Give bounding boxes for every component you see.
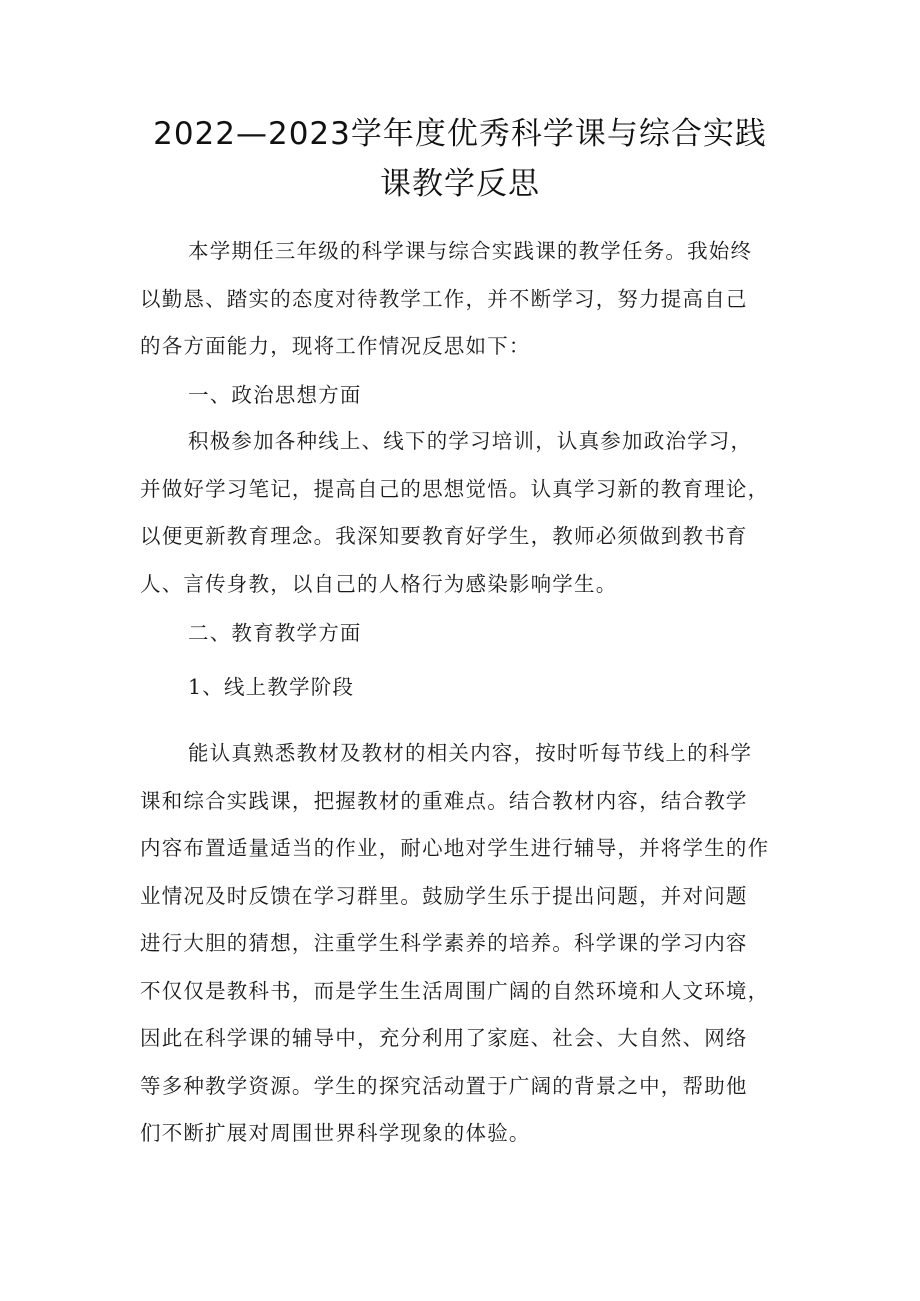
paragraph-line: 业情况及时反馈在学习群里。鼓励学生乐于提出问题，并对问题 xyxy=(140,883,748,908)
paragraph-line: 的各方面能力，现将工作情况反思如下： xyxy=(140,334,531,358)
subsection-heading-online: 1、线上教学阶段 xyxy=(188,675,355,699)
paragraph-line: 进行大胆的猜想，注重学生科学素养的培养。科学课的学习内容 xyxy=(140,931,748,955)
section-heading-teaching: 二、教育教学方面 xyxy=(188,621,362,645)
paragraph-line: 们不断扩展对周围世界科学现象的体验。 xyxy=(140,1121,531,1145)
paragraph-line: 人、言传身教，以自己的人格行为感染影响学生。 xyxy=(140,571,618,596)
paragraph-line: 能认真熟悉教材及教材的相关内容，按时听每节线上的科学 xyxy=(188,741,753,765)
paragraph-line: 不仅仅是教科书，而是学生生活周围广阔的自然环境和人文环境， xyxy=(140,978,770,1003)
page-title-line-2: 课教学反思 xyxy=(380,166,540,202)
paragraph-line: 以便更新教育理念。我深知要教育好学生，教师必须做到教书育 xyxy=(140,524,748,548)
section-heading-politics: 一、政治思想方面 xyxy=(188,383,362,407)
intro-paragraph xyxy=(140,228,800,371)
paragraph-line: 积极参加各种线上、线下的学习培训，认真参加政治学习， xyxy=(188,429,753,453)
paragraph-line: 因此在科学课的辅导中，充分利用了家庭、社会、大自然、网络 xyxy=(140,1026,748,1050)
paragraph-line: 本学期任三年级的科学课与综合实践课的教学任务。我始终 xyxy=(188,239,753,263)
paragraph-line: 等多种教学资源。学生的探究活动置于广阔的背景之中，帮助他 xyxy=(140,1073,748,1098)
paragraph-line: 课和综合实践课，把握教材的重难点。结合教材内容，结合教学 xyxy=(140,788,748,813)
paragraph-line: 内容布置适量适当的作业，耐心地对学生进行辅导，并将学生的作 xyxy=(140,836,770,860)
online-teaching-paragraph xyxy=(140,730,800,1158)
paragraph-line: 并做好学习笔记，提高自己的思想觉悟。认真学习新的教育理论， xyxy=(140,476,770,501)
paragraph-line: 以勤恳、踏实的态度对待教学工作，并不断学习，努力提高自己 xyxy=(140,286,748,311)
page-title-line-1: 2022—2023学年度优秀科学课与综合实践 xyxy=(153,116,767,152)
politics-paragraph xyxy=(140,418,800,608)
